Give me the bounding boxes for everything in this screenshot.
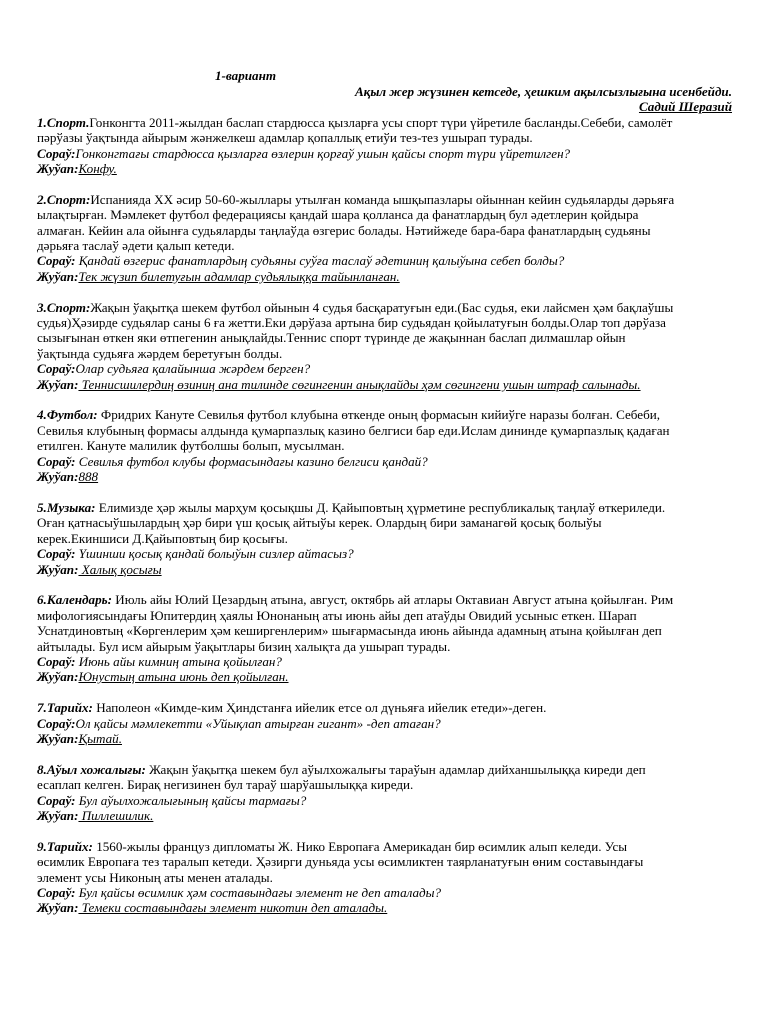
question-text-line [37, 207, 732, 222]
question-text: Севилья клубының формасы алдында қумарпазлық казино белгиси бар еди.Ислам дининде қумарпазлық қадаған [37, 422, 670, 438]
answer-label: Жуўап: [37, 376, 79, 392]
question-prompt: Севилья футбол клубы формасындағы казино белгиси қандай? [75, 453, 428, 469]
question-text: сызығынан өткен яки өтпегенин анықлайды.Теннис спорт түринде де жақыннан баслап дилмашлар ойын [37, 330, 626, 346]
question-label: Сораў: [37, 453, 76, 469]
question-prompt: Июнь айы кимниң атына қойылған? [75, 653, 282, 669]
question-label: Сораў: [37, 145, 76, 161]
question-text-line [37, 500, 732, 515]
document-page [37, 68, 732, 916]
question-line [37, 253, 732, 268]
question-block [37, 500, 732, 577]
answer-line [37, 161, 732, 176]
question-text: Оған қатнасыўшылардың ҳәр бири үш қосық айтыўы керек. Олардың бири заманагөй қосық болыўы [37, 515, 602, 531]
answer-text: 888 [78, 469, 99, 485]
question-block [37, 300, 732, 392]
question-text-line [37, 515, 732, 530]
question-text-line [37, 346, 732, 361]
question-text-line [37, 423, 732, 438]
question-text: алмаған. Кейин ала ойынға судьяларды таңлаўда өзгерис болады. Нәтийжеде бара-бара фанатлардың судьяны [37, 222, 651, 238]
question-category: Тарийх: [46, 838, 93, 854]
question-text-line [37, 315, 732, 330]
question-text: өсимлик Европаға тез таралып кетеди. Ҳәзирги дуньяда усы өсимликтен таярланатуғын өним составындағы [37, 854, 644, 870]
question-number: 4. [37, 407, 47, 423]
question-text-line [37, 608, 732, 623]
question-prompt: Бул аўылхожалығының қайсы тармағы? [75, 792, 307, 808]
answer-line [37, 900, 732, 915]
question-text-line [37, 854, 732, 869]
question-block [37, 407, 732, 484]
question-text: Елимизде ҳәр жылы марҳум қосықшы Д. Қайыповтың ҳүрметине республикалық таңлаў өткериледи. [95, 499, 666, 515]
question-text: Уснатдиновтың «Көргенлерим ҳәм кеширгенлерим» шығармасында июнь айында адамның атына қойылған деп [37, 623, 662, 639]
answer-text: Пиллешилик. [78, 807, 154, 823]
question-category: Спорт. [46, 114, 90, 130]
question-text-line [37, 407, 732, 422]
question-block [37, 115, 732, 177]
answer-line [37, 269, 732, 284]
question-number: 2. [37, 191, 47, 207]
question-text: элемент усы Никоның аты менен аталады. [37, 869, 273, 885]
question-text-line [37, 300, 732, 315]
question-block [37, 839, 732, 916]
question-text-line [37, 130, 732, 145]
question-text: айтылады. Бул исм айырым ўақытлары бизиң халықта да ушырап турады. [37, 638, 451, 654]
question-text-line [37, 238, 732, 253]
epigraph-author: Садий Шеразий [638, 99, 732, 115]
question-text-line [37, 700, 732, 715]
question-text: судья)Ҳәзирде судьялар саны 6 ға жетти.Еки дәрўаза артына бир судьядан қойылатуғын болды.Олар топ дәрўаза [37, 315, 666, 331]
question-category: Тарийх: [46, 700, 93, 716]
question-text-line [37, 762, 732, 777]
answer-text: Қытай. [78, 730, 122, 746]
answer-line [37, 377, 732, 392]
answer-line [37, 469, 732, 484]
question-text-line [37, 870, 732, 885]
question-block [37, 192, 732, 284]
question-category: Музыка: [46, 499, 96, 515]
answer-line [37, 562, 732, 577]
question-label: Сораў: [37, 715, 76, 731]
question-text: ўақтында судьяға жәрдем беретуғын болды. [37, 345, 283, 361]
answer-text: Конфу. [78, 161, 117, 177]
question-prompt: Олар судьяға қалайынша жәрдем берген? [75, 361, 311, 377]
question-text: ылақтырған. Мәмлекет футбол федерациясы қандай шара қолланса да фанатлардың бул әдетлерин қойдыра [37, 207, 639, 223]
question-text-line [37, 330, 732, 345]
question-text-line [37, 223, 732, 238]
question-line [37, 654, 732, 669]
question-text: етилген. Кануте малилик футболшы болып, мусылман. [37, 438, 345, 454]
question-number: 8. [37, 761, 47, 777]
question-block [37, 762, 732, 824]
epigraph: Ақыл жер жүзинен кетседе, ҳешким ақылсызлығына исенбейди. [354, 84, 732, 99]
answer-label: Жуўап: [37, 807, 79, 823]
answer-text: Тек жүзип билетуғын адамлар судьялыққа тайынланған. [78, 268, 400, 284]
question-text-line [37, 639, 732, 654]
question-text: керек.Екиншиси Д.Қайыповтың бир қосығы. [37, 530, 288, 546]
question-block [37, 592, 732, 684]
question-text-line [37, 839, 732, 854]
answer-line [37, 808, 732, 823]
question-category: Футбол: [46, 407, 98, 423]
question-label: Сораў: [37, 885, 76, 900]
question-text-line [37, 531, 732, 546]
question-label: Сораў: [37, 546, 76, 562]
question-text: пәрўазы ўақтында айырым жәнжелкеш адамлар қопаллық етиўи тез-тез ушырап турады. [37, 130, 533, 146]
question-text: дәрьяға таслаў әдети қалып кетеди. [37, 238, 235, 254]
question-text-line [37, 777, 732, 792]
answer-label: Жуўап: [37, 900, 79, 916]
question-text: 1560-жылы француз дипломаты Ж. Нико Европаға Америкадан бир өсимлик алып келеди. Усы [92, 838, 628, 854]
question-text-line [37, 592, 732, 607]
question-line [37, 716, 732, 731]
answer-text: Темеки составындағы элемент никотин деп аталады. [78, 900, 388, 916]
question-label: Сораў: [37, 361, 76, 377]
question-label: Сораў: [37, 792, 76, 808]
question-category: Спорт: [46, 191, 91, 207]
question-prompt: Гонконгтағы стардюсса қызларға өзлерин қорғаў ушын қайсы спорт түри үйретилген? [75, 145, 571, 161]
question-text: Жақын ўақытқа шекем бул аўылхожалығы тараўын адамлар дийханшылыққа киреди деп [145, 761, 646, 777]
question-number: 7. [37, 700, 47, 716]
answer-label: Жуўап: [37, 469, 79, 485]
question-number: 3. [37, 299, 47, 315]
answer-label: Жуўап: [37, 730, 79, 746]
question-text: Наполеон «Кимде-ким Ҳиндстанға ийелик етсе ол дүньяға ийелик етеди»-деген. [92, 700, 547, 716]
question-number: 6. [37, 592, 47, 608]
answer-line [37, 731, 732, 746]
answer-text: Теннисшилердиң өзиниң ана тилинде сөгингенин анықлайды ҳәм сөгингени ушын штраф салынады. [78, 376, 641, 392]
question-text-line [37, 192, 732, 207]
question-text: Жақын ўақытқа шекем футбол ойынын 4 судья басқаратуғын еди.(Бас судья, еки лайсмен ҳәм бақлаўшы [90, 299, 674, 315]
question-text-line [37, 438, 732, 453]
question-text: мифологиясындағы Юпитердиң ҳаялы Юнонаның аты июнь айы деп атаўды Овидий усыныс еткен. Шарап [37, 607, 637, 623]
answer-label: Жуўап: [37, 669, 79, 685]
question-text: есаплап келген. Бирақ негизинен бул тараў шарўашылыққа киреди. [37, 777, 414, 793]
question-line [37, 885, 732, 900]
question-text-line [37, 115, 732, 130]
question-prompt: Бул қайсы өсимлик ҳәм составындағы элемент не деп аталады? [75, 885, 442, 900]
answer-line [37, 669, 732, 684]
question-category: Спорт: [46, 299, 91, 315]
answer-label: Жуўап: [37, 561, 79, 577]
answer-text: Юнустың атына июнь деп қойылған. [78, 669, 289, 685]
question-list [37, 115, 732, 916]
question-category: Календарь: [46, 592, 112, 608]
question-prompt: Қандай өзгерис фанатлардың судьяны суўға таслаў әдетиниң қалыўына себеп болды? [75, 253, 565, 269]
question-label: Сораў: [37, 653, 76, 669]
question-prompt: Үшинши қосық қандай болыўын сизлер айтасыз? [75, 546, 354, 562]
question-number: 1. [37, 114, 47, 130]
question-block [37, 700, 732, 746]
question-category: Аўыл хожалығы: [46, 761, 146, 777]
question-text: Испанияда ХХ әсир 50-60-жыллары утылған команда ышқыпазлары ойыннан кейин судьяларды дәрьяға [90, 191, 675, 207]
question-line [37, 793, 732, 808]
question-line [37, 454, 732, 469]
question-text: Июль айы Юлий Цезардың атына, август, октябрь ай атлары Октавиан Август атына қойылған. Рим [112, 592, 674, 608]
question-line [37, 361, 732, 376]
question-line [37, 546, 732, 561]
answer-label: Жуўап: [37, 161, 79, 177]
answer-text: Халық қосығы [78, 561, 162, 577]
question-number: 9. [37, 838, 47, 854]
question-label: Сораў: [37, 253, 76, 269]
answer-label: Жуўап: [37, 268, 79, 284]
question-number: 5. [37, 499, 47, 515]
question-text-line [37, 623, 732, 638]
question-text: Фридрих Кануте Севилья футбол клубына өткенде оның формасын кийиўге наразы болған. Себеби, [97, 407, 661, 423]
question-text: Гонконгта 2011-жылдан баслап стардюсса қызларға усы спорт түри үйретиле басланды.Себеби, самолёт [89, 114, 673, 130]
question-line [37, 146, 732, 161]
question-prompt: Ол қайсы мәмлекетти «Уйықлап атырған гигант» -деп атаған? [75, 715, 441, 731]
variant-title: 1-вариант [215, 68, 277, 83]
